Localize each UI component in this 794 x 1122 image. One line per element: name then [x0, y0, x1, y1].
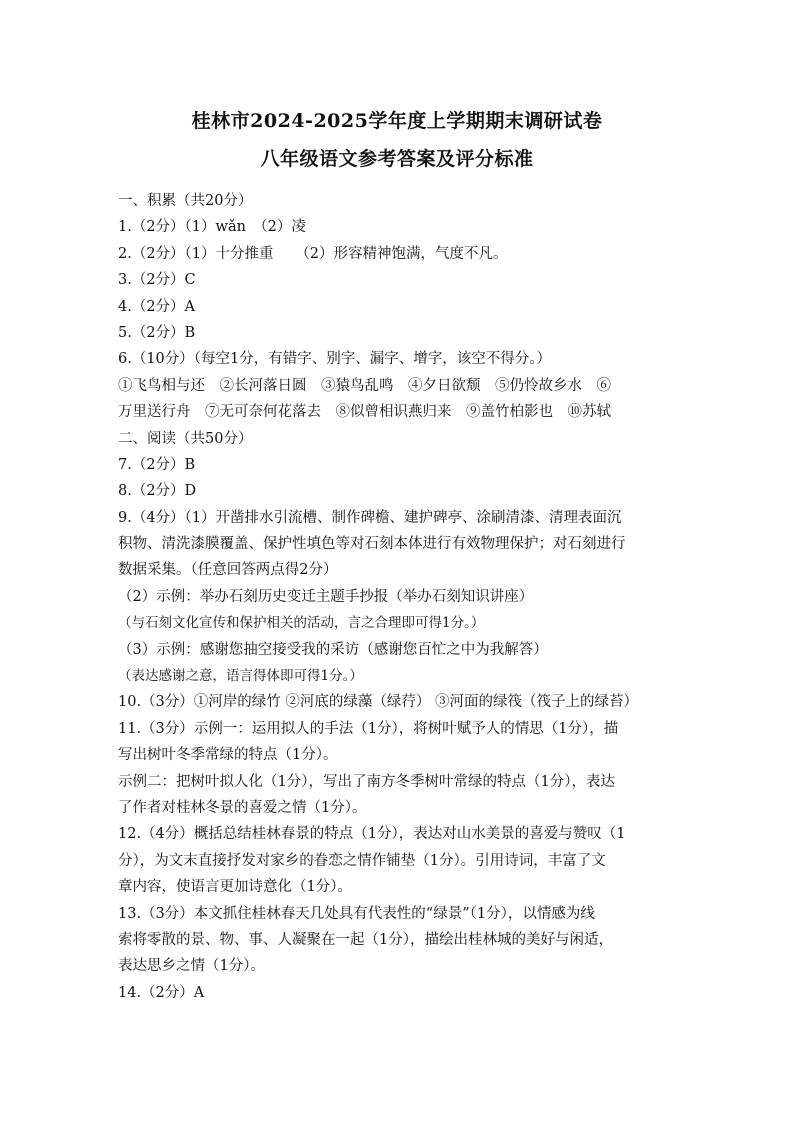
answer-line-q9-part3: （3）示例：感谢您抽空接受我的采访（感谢您百忙之中为我解答） — [118, 641, 548, 658]
answer-line-q14: 14.（2分）A — [118, 984, 205, 1001]
answer-line-q2: 2.（2分）（1）十分推重 （2）形容精神饱满，气度不凡。 — [118, 245, 508, 262]
answer-line-q11-cont: 写出树叶冬季常绿的特点（1分）。 — [118, 747, 338, 764]
answer-line-q13-cont-b: 表达思乡之情（1分）。 — [118, 958, 265, 975]
document-title: 桂林市2024-2025学年度上学期期末调研试卷 — [191, 110, 603, 132]
answer-line-q9-part3-note: （表达感谢之意，语言得体即可得1分。） — [118, 668, 363, 685]
answer-line-q4: 4.（2分）A — [118, 298, 196, 315]
answer-line-q5: 5.（2分）B — [118, 324, 196, 341]
answer-line-q3: 3.（2分）C — [118, 272, 196, 289]
answer-line-q9-cont-b: 数据采集。（任意回答两点得2分） — [118, 562, 338, 579]
answer-line-q13-cont-a: 索将零散的景、物、事、人凝聚在一起（1分），描绘出桂林城的美好与闲适， — [118, 931, 613, 948]
section-heading-reading: 二、阅读（共50分） — [118, 430, 253, 447]
answer-line-q11-example2: 示例二：把树叶拟人化（1分），写出了南方冬季树叶常绿的特点（1分），表达 — [118, 773, 615, 790]
answer-line-q11-example2-cont: 了作者对桂林冬景的喜爱之情（1分）。 — [118, 799, 367, 816]
answer-line-q1: 1.（2分）（1）wǎn （2）凌 — [118, 219, 306, 236]
answer-line-q9-cont-a: 积物、清洗漆膜覆盖、保护性填色等对石刻本体进行有效物理保护；对石刻进行 — [118, 536, 626, 553]
answer-line-q7: 7.（2分）B — [118, 456, 196, 473]
answer-line-q6-items-a: ①飞鸟相与还 ②长河落日圆 ③猿鸟乱鸣 ④夕日欲颓 ⑤仍怜故乡水 ⑥ — [118, 377, 611, 394]
answer-line-q12: 12.（4分）概括总结桂林春景的特点（1分），表达对山水美景的喜爱与赞叹（1 — [118, 826, 626, 843]
answer-line-q12-cont-b: 章内容，使语言更加诗意化（1分）。 — [118, 879, 352, 896]
answer-line-q9-part2: （2）示例：举办石刻历史变迁主题手抄报（举办石刻知识讲座） — [118, 588, 534, 605]
answer-line-q6-items-b: 万里送行舟 ⑦无可奈何花落去 ⑧似曾相识燕归来 ⑨盖竹柏影也 ⑩苏轼 — [118, 404, 611, 421]
answer-content — [118, 188, 686, 1006]
document-subtitle: 八年级语文参考答案及评分标准 — [260, 148, 534, 170]
section-heading-accumulation: 一、积累（共20分） — [118, 193, 253, 209]
answer-line-q9-part2-note: （与石刻文化宣传和保护相关的活动，言之合理即可得1分。） — [118, 615, 485, 632]
answer-line-q11: 11.（3分）示例一：运用拟人的手法（1分），将树叶赋予人的情思（1分），描 — [118, 720, 619, 737]
answer-line-q10: 10.（3分）①河岸的绿竹 ②河底的绿藻（绿荇） ③河面的绿筏（筏子上的绿苔） — [118, 694, 639, 711]
answer-line-q12-cont-a: 分），为文末直接抒发对家乡的眷恋之情作铺垫（1分）。引用诗词，丰富了文 — [118, 852, 606, 869]
answer-line-q8: 8.（2分）D — [118, 483, 197, 500]
answer-line-q9: 9.（4分）（1）开凿排水引流槽、制作碑檐、建护碑亭、涂刷清漆、清理表面沉 — [118, 509, 622, 526]
answer-line-q6: 6.（10分）（每空1分，有错字、别字、漏字、增字，该空不得分。） — [118, 351, 552, 368]
answer-line-q13: 13.（3分）本文抓住桂林春天几处具有代表性的“绿景”（1分），以情感为线 — [118, 905, 595, 922]
